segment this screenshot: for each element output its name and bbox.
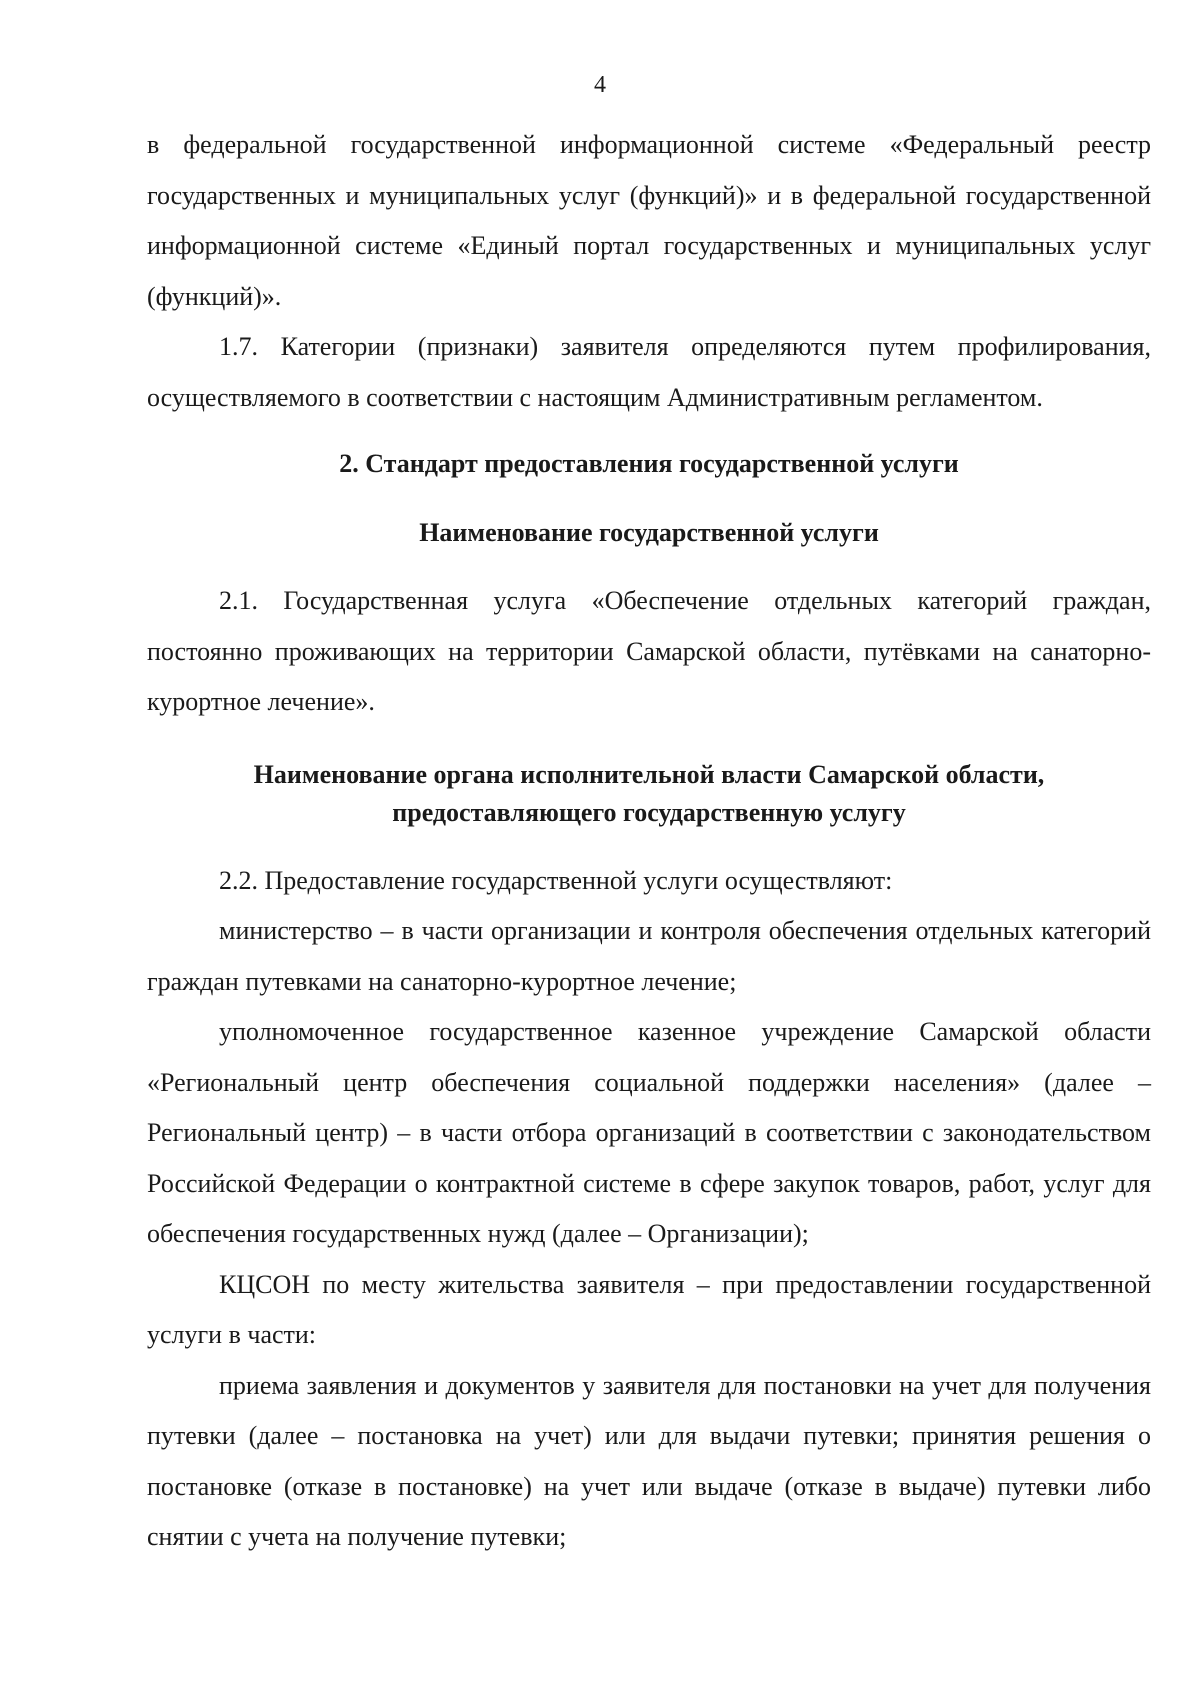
paragraph-ministry: министерство – в части организации и контроля обеспечения отдельных категорий граждан путевками на санаторно-курортное лечение; [147, 916, 1151, 996]
paragraph-regional-center: уполномоченное государственное казенное учреждение Самарской области «Региональный центр обеспечения социальной поддержки населения» (далее – Региональный центр) – в части отбора организаций в соответствии с законодательством Российской Федерации о контрактной системе в сфере закупок товаров, работ, услуг для обеспечения государственных нужд (далее – Организации); [147, 1017, 1151, 1248]
paragraph-kcson: КЦСОН по месту жительства заявителя – при предоставлении государственной услуги в части: [147, 1269, 1151, 1349]
subheading-organ-line-2: предоставляющего государственную услугу [392, 797, 906, 827]
subheading-organ [147, 756, 1151, 832]
paragraph-2-1: 2.1. Государственная услуга «Обеспечение отдельных категорий граждан, постоянно проживающих на территории Самарской области, путёвками на санаторно-курортное лечение». [147, 586, 1151, 716]
page-number: 4 [594, 72, 606, 98]
paragraph-registry: в федеральной государственной информационной системе «Федеральный реестр государственных и муниципальных услуг (функций)» и в федеральной государственной информационной системе «Единый портал государственных и муниципальных услуг (функций)». [147, 130, 1151, 311]
subheading-organ-line-1: Наименование органа исполнительной власти Самарской области, [253, 759, 1045, 789]
paragraph-reception: приема заявления и документов у заявителя для постановки на учет для получения путевки (далее – постановка на учет) или для выдачи путевки; принятия решения о постановке (отказе в постановке) на учет или выдаче (отказе в выдаче) путевки либо снятии с учета на получение путевки; [147, 1370, 1151, 1551]
paragraph-1-7: 1.7. Категории (признаки) заявителя определяются путем профилирования, осуществляемого в соответствии с настоящим Административным регламентом. [147, 332, 1151, 412]
paragraph-2-2: 2.2. Предоставление государственной услуги осуществляют: [219, 865, 893, 895]
subheading-service-name: Наименование государственной услуги [419, 517, 879, 547]
section-heading-standard: 2. Стандарт предоставления государственной услуги [339, 449, 959, 478]
document-body [147, 120, 1151, 1563]
